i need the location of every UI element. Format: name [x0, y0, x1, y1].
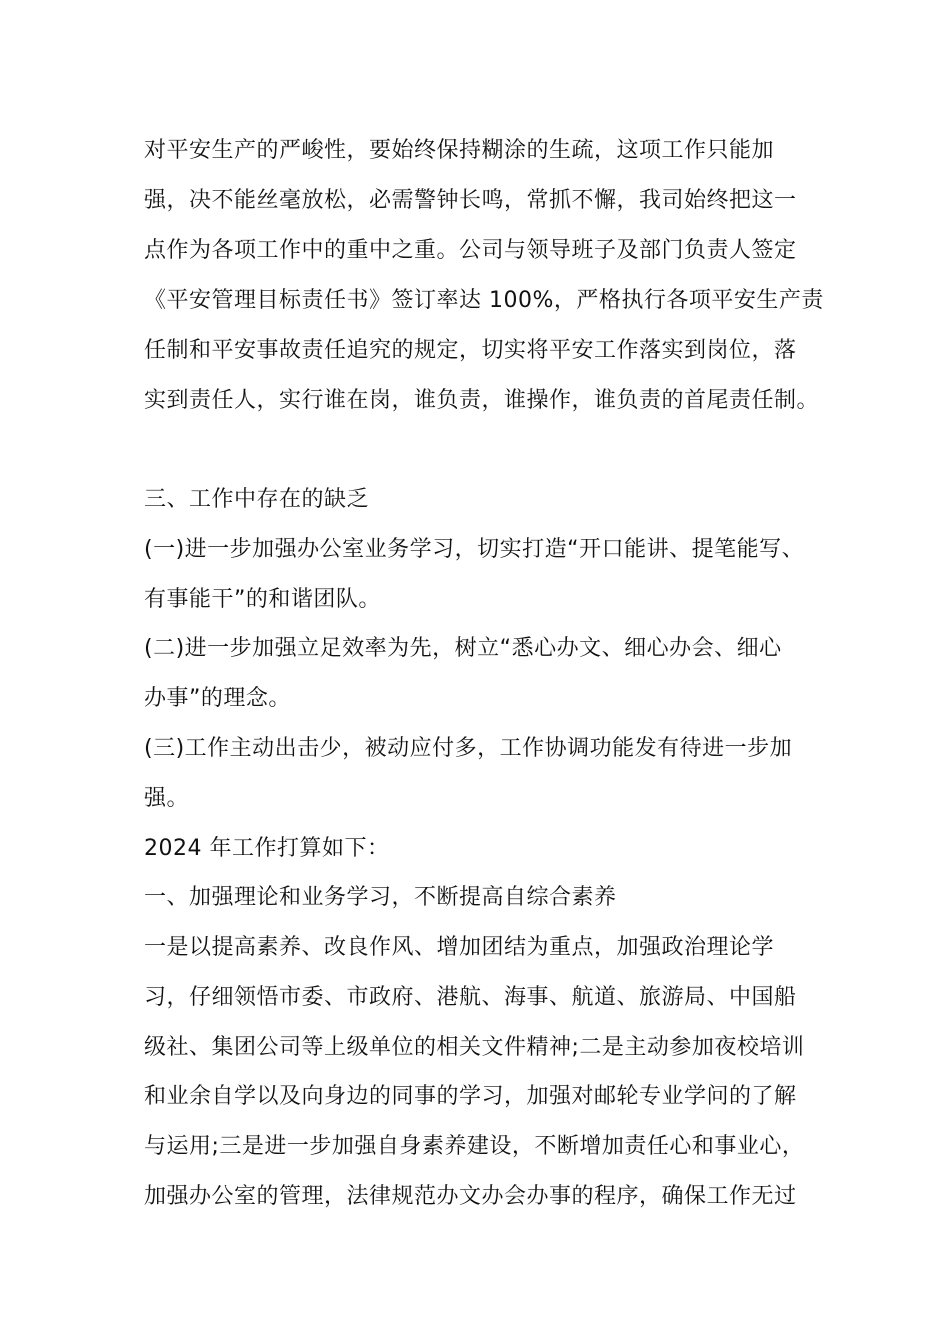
paragraph-line: 和业余自学以及向身边的同事的学习，加强对邮轮专业学问的了解	[144, 1084, 797, 1109]
paragraph-line: 加强办公室的管理，法律规范办文办会办事的程序，确保工作无过	[144, 1184, 797, 1209]
paragraph-line: 与运用;三是进一步加强自身素养建设，不断增加责任心和事业心，	[144, 1134, 805, 1159]
list-item-line: 强。	[144, 786, 190, 811]
paragraph-line: 级社、集团公司等上级单位的相关文件精神;二是主动参加夜校培训	[144, 1035, 805, 1060]
list-item-line: (二)进一步加强立足效率为先，树立“悉心办文、细心办会、细心	[144, 636, 782, 661]
list-item-line: 办事”的理念。	[144, 686, 291, 711]
list-item-line: (三)工作主动出击少，被动应付多，工作协调功能发有待进一步加	[144, 736, 793, 761]
list-item-line: 有事能干”的和谐团队。	[144, 587, 381, 612]
section-heading: 三、工作中存在的缺乏	[144, 487, 370, 512]
paragraph-line: 点作为各项工作中的重中之重。公司与领导班子及部门负责人签定	[144, 238, 797, 263]
paragraph-line: 对平安生产的严峻性，要始终保持糊涂的生疏，这项工作只能加	[144, 138, 775, 163]
paragraph-line: 习，仔细领悟市委、市政府、港航、海事、航道、旅游局、中国船	[144, 985, 797, 1010]
paragraph-line: 强，决不能丝毫放松，必需警钟长鸣，常抓不懈，我司始终把这一	[144, 188, 797, 213]
paragraph-line: 一是以提高素养、改良作风、增加团结为重点，加强政治理论学	[144, 935, 775, 960]
paragraph-line: 任制和平安事故责任追究的规定，切实将平安工作落实到岗位，落	[144, 338, 797, 363]
paragraph-line: 实到责任人，实行谁在岗，谁负责，谁操作，谁负责的首尾责任制。	[144, 388, 820, 413]
section-heading: 2024 年工作打算如下：	[144, 836, 390, 861]
paragraph-line: 《平安管理目标责任书》签订率达 100%，严格执行各项平安生产责	[144, 288, 824, 313]
section-heading: 一、加强理论和业务学习，不断提高自综合素养	[144, 885, 617, 910]
list-item-line: (一)进一步加强办公室业务学习，切实打造“开口能讲、提笔能写、	[144, 537, 805, 562]
